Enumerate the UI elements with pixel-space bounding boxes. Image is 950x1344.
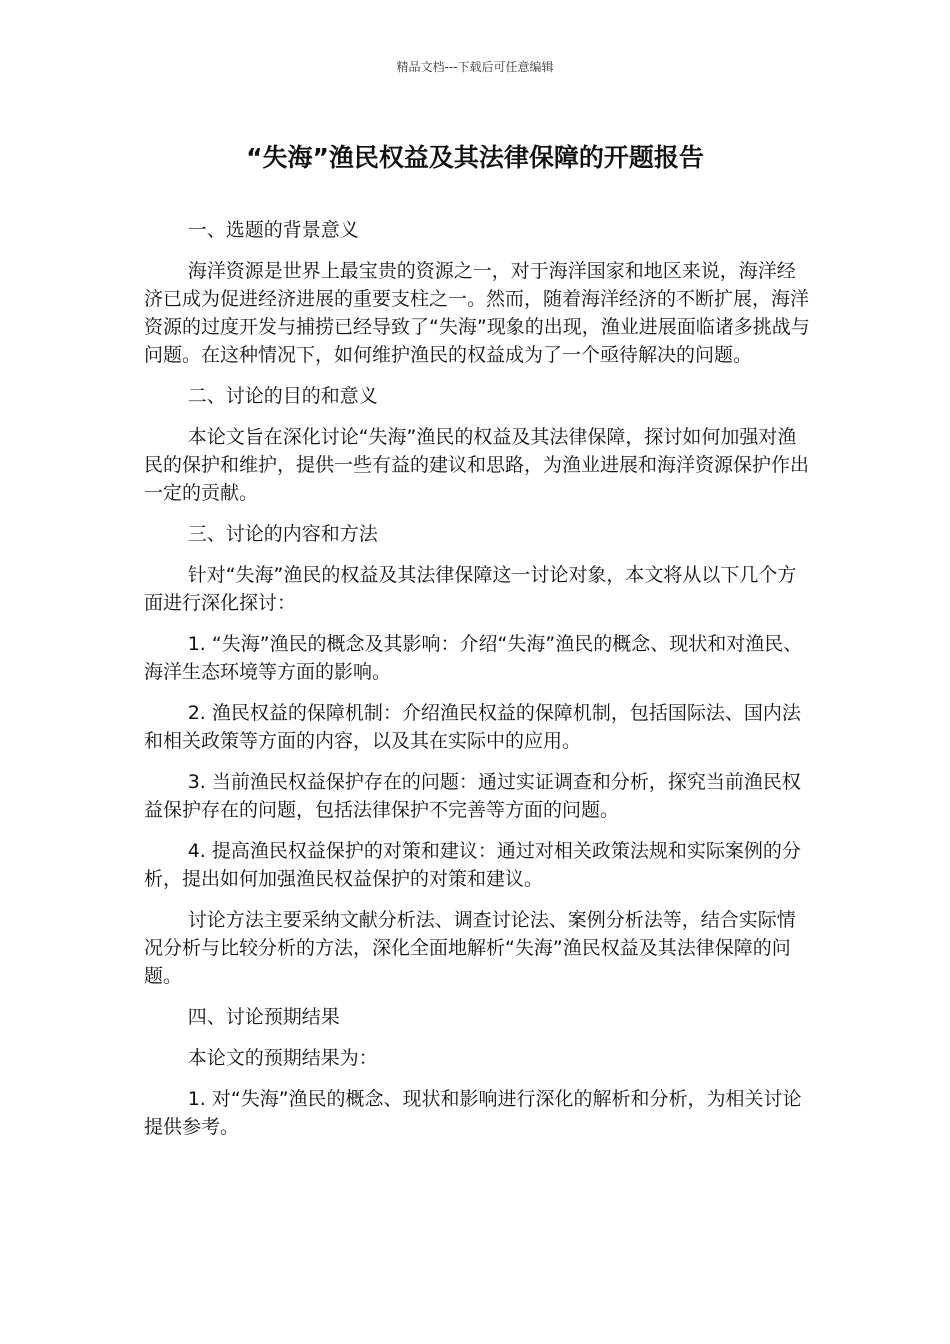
- list-item-content-3: 3. 当前渔民权益保护存在的问题：通过实证调查和分析，探究当前渔民权益保护存在的问题，包括法律保护不完善等方面的问题。: [144, 771, 801, 821]
- section-heading-content-method: 三、讨论的内容和方法: [187, 523, 378, 545]
- document-title: “失海”渔民权益及其法律保障的开题报告: [246, 143, 704, 172]
- paragraph-expected-intro: 本论文的预期结果为：: [187, 1047, 378, 1069]
- paragraph-content-intro: 针对“失海”渔民的权益及其法律保障这一讨论对象，本文将从以下几个方面进行深化探讨：: [144, 564, 797, 614]
- header-note: 精品文档---下载后可任意编辑: [396, 60, 554, 74]
- list-item-content-1: 1. “失海”渔民的概念及其影响：介绍“失海”渔民的概念、现状和对渔民、海洋生态环境等方面的影响。: [144, 633, 803, 683]
- paragraph-method: 讨论方法主要采纳文献分析法、调查讨论法、案例分析法等，结合实际情况分析与比较分析的方法，深化全面地解析“失海”渔民权益及其法律保障的问题。: [144, 909, 796, 987]
- list-item-content-4: 4. 提高渔民权益保护的对策和建议：通过对相关政策法规和实际案例的分析，提出如何加强渔民权益保护的对策和建议。: [144, 840, 801, 890]
- section-heading-purpose: 二、讨论的目的和意义: [187, 385, 378, 407]
- paragraph-background: 海洋资源是世界上最宝贵的资源之一，对于海洋国家和地区来说，海洋经济已成为促进经济进展的重要支柱之一。然而，随着海洋经济的不断扩展，海洋资源的过度开发与捕捞已经导致了“失海”现象的出现，渔业进展面临诸多挑战与问题。在这种情况下，如何维护渔民的权益成为了一个亟待解决的问题。: [144, 260, 810, 366]
- section-heading-expected-results: 四、讨论预期结果: [187, 1006, 340, 1028]
- list-item-expected-1: 1. 对“失海”渔民的概念、现状和影响进行深化的解析和分析，为相关讨论提供参考。: [144, 1088, 802, 1138]
- list-item-content-2: 2. 渔民权益的保障机制：介绍渔民权益的保障机制，包括国际法、国内法和相关政策等方面的内容，以及其在实际中的应用。: [144, 702, 801, 752]
- section-heading-background: 一、选题的背景意义: [187, 219, 359, 241]
- paragraph-purpose: 本论文旨在深化讨论“失海”渔民的权益及其法律保障，探讨如何加强对渔民的保护和维护，提供一些有益的建议和思路，为渔业进展和海洋资源保护作出一定的贡献。: [144, 426, 810, 504]
- document-body: [144, 216, 810, 1154]
